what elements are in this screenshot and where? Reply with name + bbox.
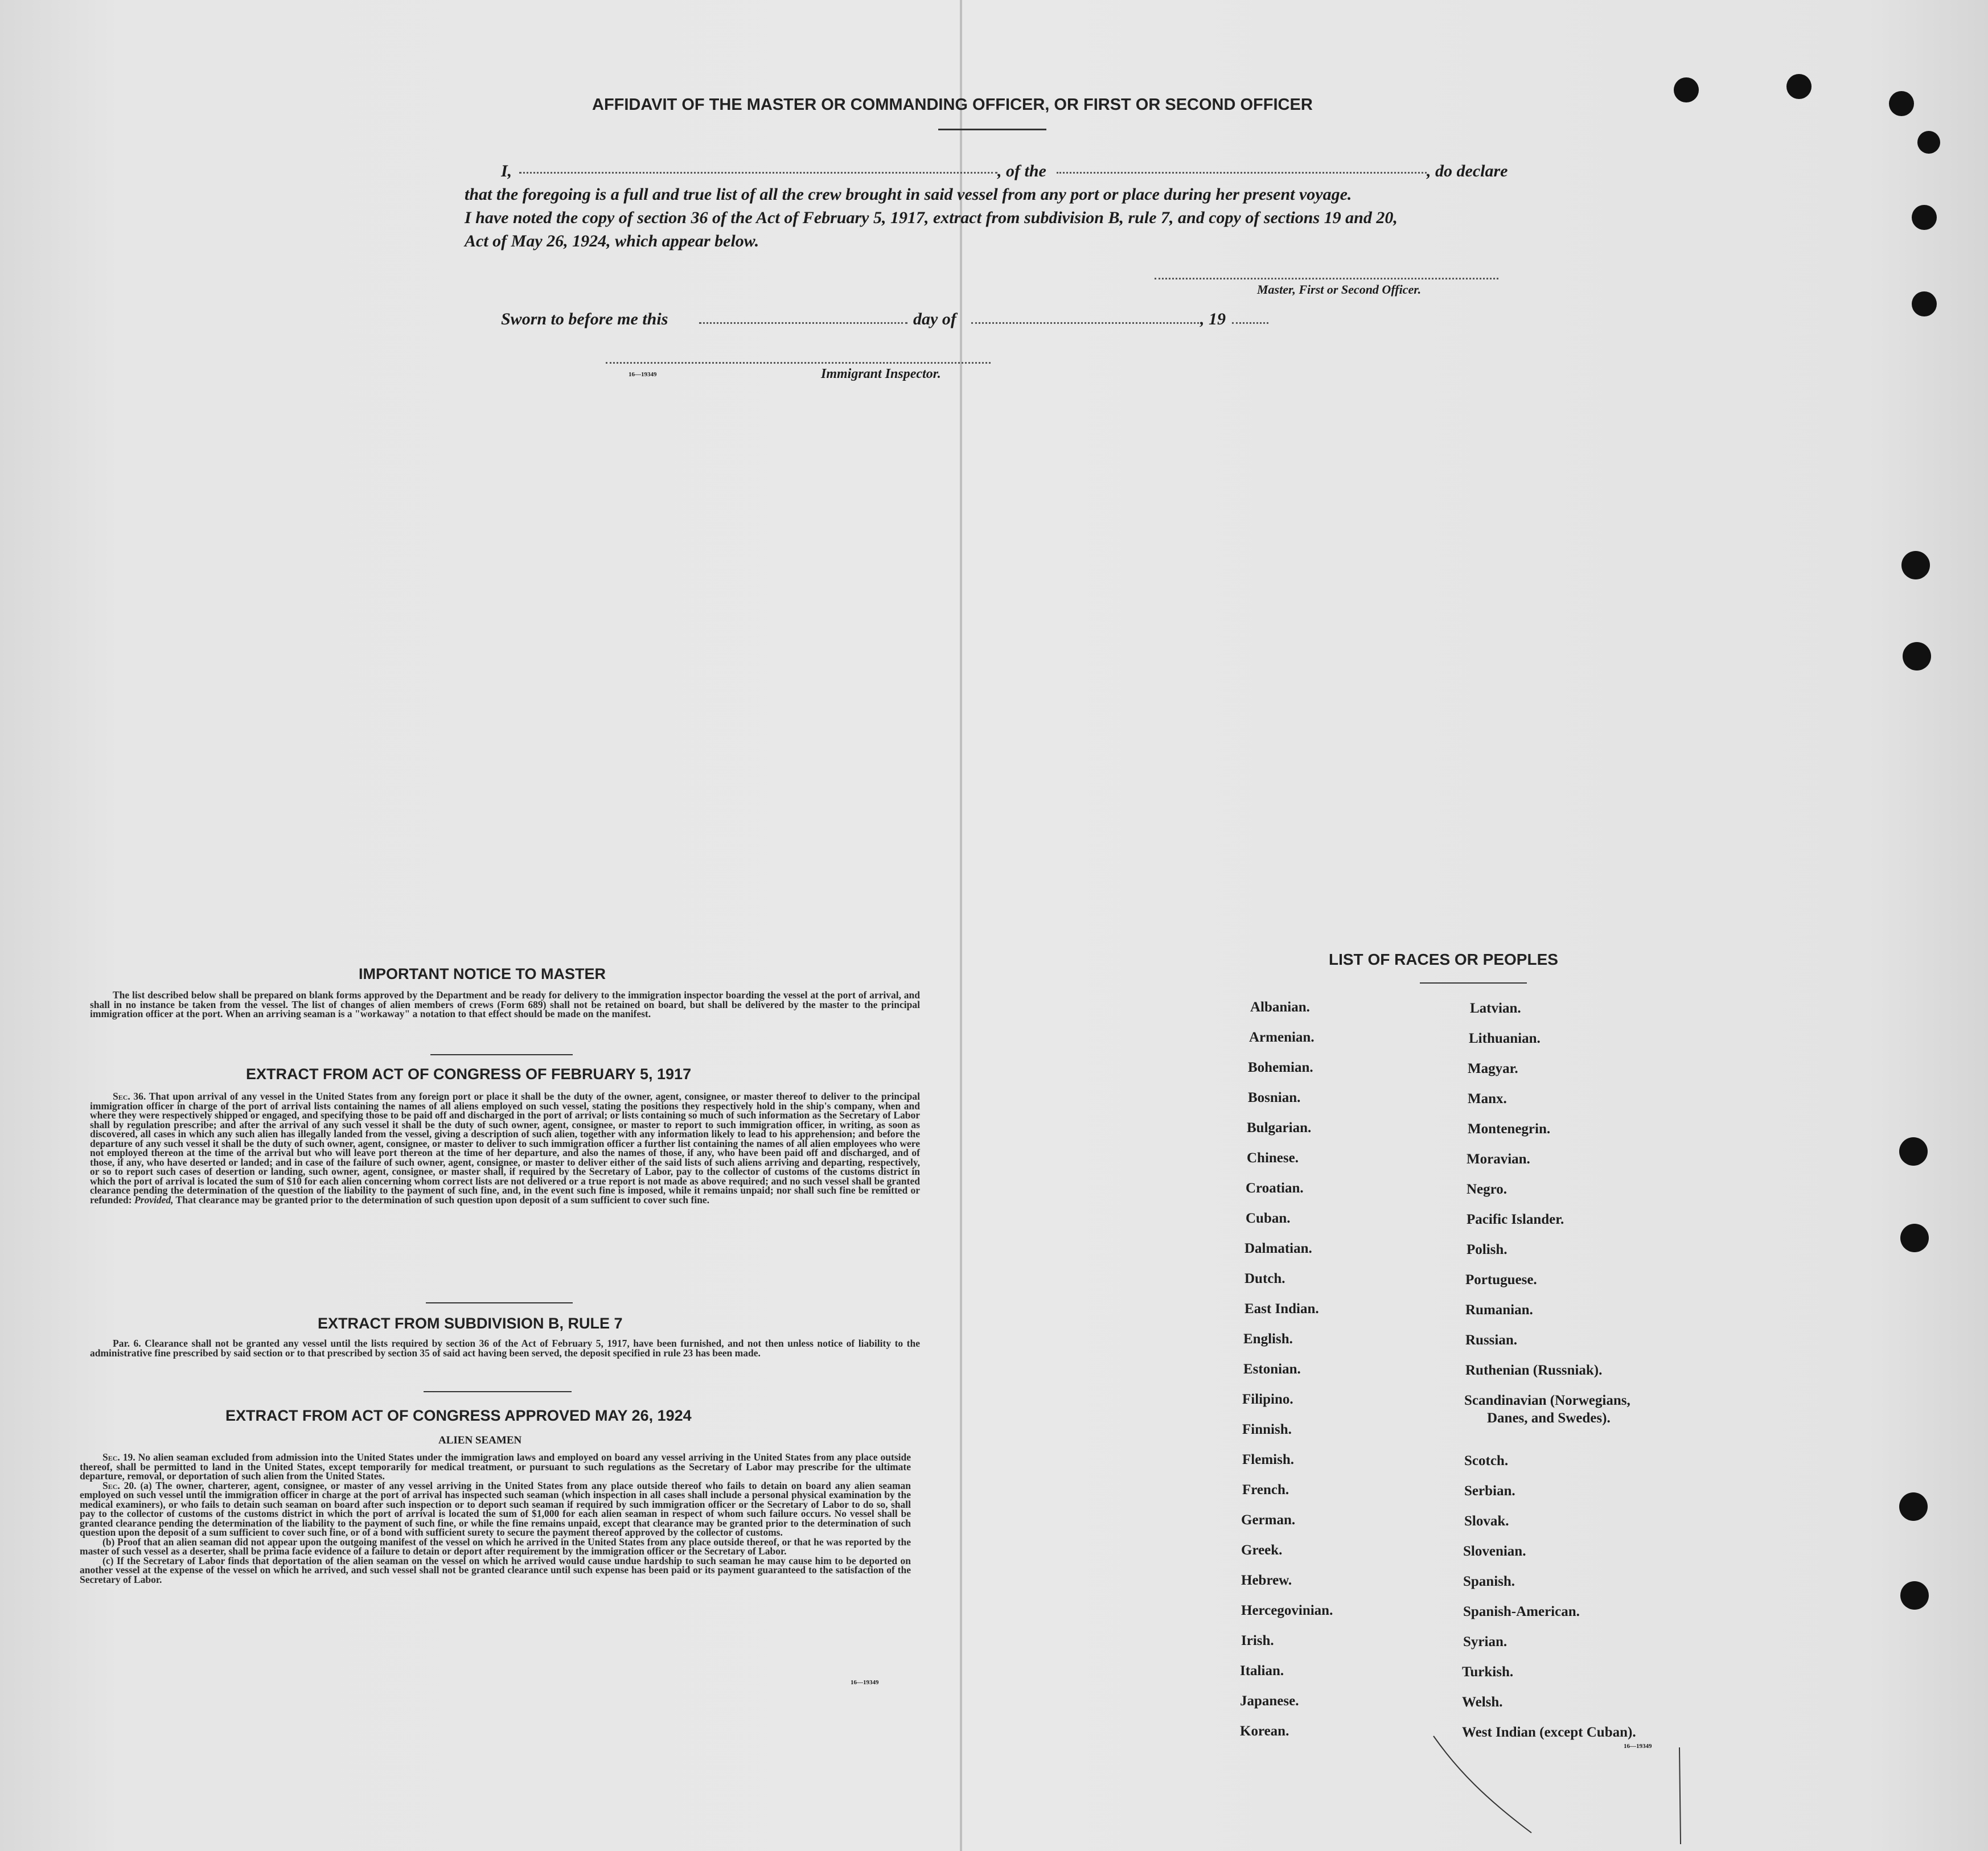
punch-hole <box>1903 642 1931 671</box>
race-item: Serbian. <box>1464 1483 1515 1499</box>
declarant-label: I, <box>501 162 512 180</box>
sworn-month-field[interactable] <box>971 322 1199 324</box>
race-item: Finnish. <box>1242 1422 1292 1437</box>
race-item: Slovenian. <box>1463 1544 1526 1559</box>
affidavit-title: AFFIDAVIT OF THE MASTER OR COMMANDING OFFICER, OR FIRST OR SECOND OFFICER <box>592 96 1313 114</box>
act-1924-title: EXTRACT FROM ACT OF CONGRESS APPROVED MAY 26, 1924 <box>225 1407 692 1424</box>
race-item: Irish. <box>1241 1633 1274 1648</box>
race-item: Chinese. <box>1247 1150 1299 1166</box>
race-item: Spanish-American. <box>1463 1604 1580 1619</box>
race-item: Syrian. <box>1463 1634 1508 1650</box>
race-item: Dutch. <box>1244 1271 1285 1286</box>
punch-hole <box>1900 1224 1929 1252</box>
race-item: Montenegrin. <box>1468 1121 1551 1137</box>
race-item: Bohemian. <box>1248 1060 1313 1075</box>
race-item: Italian. <box>1240 1663 1284 1679</box>
act-1917-text <box>90 1092 920 1204</box>
declaration-line-1: that the foregoing is a full and true list of all the crew brought in said vessel from any port or place during her present voyage. <box>465 185 1352 204</box>
year-prefix-label: , 19 <box>1200 310 1226 328</box>
section-36-text: That upon arrival of any vessel in the United States from any foreign port or place it shall be the duty of the owner, agent, consignee, or master thereof to deliver to the principal immigration officer in charge of the port of arrival lists containing the names of all aliens employed on such vessel, stating the positions they respectively hold in the ship's company, when and where they were respectively shipped or engaged, and specifying those to be paid off and discharged in the port of arrival; or lists containing so much of such information as the Secretary of Labor shall by regulation prescribe; and after the arrival of any such vessel it shall be the duty of such owner, agent, consignee, or master to report to such immigration officer, in writing, as soon as discovered, all cases in which any such alien has illegally landed from the vessel, giving a description of such alien, together with any information likely to lead to his apprehension; and before the departure of any such vessel it shall be the duty of such owner, agent, consignee, or master to deliver to such immigration officer a further list containing the names of all alien employees who were not employed thereon at the time of the arrival but who will leave port thereon at the time of her departure, and also the names of those, if any, who have been paid off and discharged, and of those, if any, who have deserted or landed; and in case of the failure of such owner, agent, consignee, or master to deliver either of the said lists of such aliens arriving and departing, respectively, or so to report such cases of desertion or landing, such owner, agent, consignee, or master shall, if required by the Secretary of Labor, pay to the collector of customs of the customs district in which the port of arrival is located the sum of $10 for each alien concerning whom correct lists are not delivered or a true report is not made as above required; and no such vessel shall be granted clearance pending the determination of the question of the liability to the payment of such fine, and, in the event such fine is imposed, while it remains unpaid; nor shall such fine be remitted or refunded: <box>90 1091 921 1206</box>
race-item: Scandinavian (Norwegians, <box>1464 1393 1630 1408</box>
sworn-day-field[interactable] <box>699 322 907 324</box>
race-item: Spanish. <box>1463 1574 1515 1589</box>
race-item: Portuguese. <box>1465 1272 1537 1288</box>
inspector-signature-field[interactable] <box>606 362 991 364</box>
divider <box>424 1391 572 1392</box>
punch-hole <box>1917 131 1940 154</box>
notice-paragraph: The list described below shall be prepared on blank forms approved by the Department and be ready for delivery to the immigration inspector boarding the vessel at the port of arrival, and shall in no instance be taken from the vessel. The list of changes of alien members of crews (Form 689) shall not be retained on board, but shall be delivered by the master to the principal immigration officer at the port. When an arriving seaman is a "workaway" a notation to that effect should be made on the manifest. <box>90 989 920 1019</box>
race-item: East Indian. <box>1244 1301 1319 1317</box>
divider <box>426 1302 573 1303</box>
vessel-name-field[interactable] <box>1057 172 1427 174</box>
race-item: Polish. <box>1467 1242 1508 1257</box>
punch-hole <box>1786 74 1812 99</box>
race-item: Latvian. <box>1470 1001 1521 1016</box>
punch-hole <box>1912 291 1937 316</box>
section-20a-text: (a) The owner, charterer, agent, consignee, or master of any vessel arriving in the United States from any place outside thereof who fails to detain on board any alien seaman employed on such vessel until the immigration officer in charge at the port of arrival has inspected such seaman (which inspection in all cases shall include a personal physical examination by the medical examiners), or who fails to detain such seaman on board after such inspection or to deport such seaman if required by such immigration officer or the Secretary of Labor to do so, shall pay to the collector of customs of the customs district in which the port of arrival is located the sum of $1,000 for each alien seaman in respect of whom such failure occurs. No vessel shall be granted clearance pending the determination of the liability to the payment of such fine, or while the fine remains unpaid, except that clearance may be granted prior to the determination of such question upon the deposit of a sum sufficient to cover such fine, or of a bond with sufficient surety to secure the payment thereof approved by the collector of customs. <box>80 1479 911 1538</box>
race-item: Estonian. <box>1243 1361 1301 1377</box>
race-item: West Indian (except Cuban). <box>1462 1725 1636 1740</box>
declarant-name-field[interactable] <box>519 172 997 174</box>
race-item: Magyar. <box>1468 1061 1518 1076</box>
race-item: Pacific Islander. <box>1467 1212 1564 1227</box>
form-number: 16—19349 <box>629 371 657 378</box>
divider <box>938 129 1046 130</box>
act-1924-text <box>80 1453 911 1584</box>
punch-hole <box>1901 551 1930 579</box>
declaration-line-3: Act of May 26, 1924, which appear below. <box>465 232 759 250</box>
race-item: Rumanian. <box>1465 1302 1533 1318</box>
race-item: French. <box>1242 1482 1289 1498</box>
race-item: Hebrew. <box>1241 1573 1292 1588</box>
race-item: Greek. <box>1241 1542 1283 1558</box>
rule7-text <box>90 1339 920 1358</box>
race-item: Albanian. <box>1250 999 1310 1015</box>
sworn-label: Sworn to before me this <box>501 310 668 328</box>
race-item: Ruthenian (Russniak). <box>1465 1363 1603 1378</box>
race-item: Bosnian. <box>1248 1090 1301 1105</box>
fold-line <box>960 0 962 1851</box>
race-item: Danes, and Swedes). <box>1487 1410 1611 1426</box>
section-label: Sec. 19. <box>102 1451 135 1463</box>
race-item: Flemish. <box>1242 1452 1294 1467</box>
race-item: Dalmatian. <box>1244 1241 1312 1256</box>
section-20b-text: (b) Proof that an alien seaman did not appear upon the outgoing manifest of the vessel on which he arrived in the United States from any place outside thereof, or that he was reported by the master of such vessel as a deserter, shall be prima facie evidence of a failure to detain or deport after requirement by the immigration officer or the Secretary of Labor. <box>80 1536 911 1557</box>
master-signature-field[interactable] <box>1155 278 1498 279</box>
punch-hole <box>1899 1492 1928 1521</box>
race-item: Slovak. <box>1464 1513 1509 1529</box>
section-label: Sec. 20. <box>102 1479 137 1491</box>
of-the-label: , of the <box>997 162 1046 180</box>
do-declare-label: , do declare <box>1427 162 1508 180</box>
day-of-label: day of <box>913 310 956 328</box>
notice-title: IMPORTANT NOTICE TO MASTER <box>359 965 606 982</box>
race-item: Bulgarian. <box>1247 1120 1312 1136</box>
race-item: Lithuanian. <box>1469 1031 1541 1046</box>
pencil-mark <box>1423 1730 1697 1851</box>
race-item: Moravian. <box>1467 1151 1530 1167</box>
race-item: Armenian. <box>1249 1030 1315 1045</box>
punch-hole <box>1900 1581 1929 1610</box>
race-item: Japanese. <box>1240 1693 1299 1709</box>
divider <box>430 1054 573 1055</box>
races-title: LIST OF RACES OR PEOPLES <box>1329 951 1558 968</box>
sworn-year-field[interactable] <box>1232 322 1268 324</box>
divider <box>1420 982 1527 984</box>
form-number: 16—19349 <box>1624 1743 1652 1750</box>
race-item: Hercegovinian. <box>1241 1603 1333 1618</box>
punch-hole <box>1674 77 1699 102</box>
race-item: English. <box>1243 1331 1293 1347</box>
race-item: Russian. <box>1465 1332 1518 1348</box>
act-1917-title: EXTRACT FROM ACT OF CONGRESS OF FEBRUARY 5, 1917 <box>246 1066 692 1083</box>
form-number: 16—19349 <box>851 1679 879 1686</box>
act-1924-subtitle: ALIEN SEAMEN <box>438 1434 522 1446</box>
inspector-caption: Immigrant Inspector. <box>821 367 941 381</box>
master-caption: Master, First or Second Officer. <box>1257 282 1422 297</box>
rule7-title: EXTRACT FROM SUBDIVISION B, RULE 7 <box>318 1315 623 1332</box>
race-item: Turkish. <box>1462 1664 1514 1680</box>
race-item: Korean. <box>1240 1724 1289 1739</box>
race-item: Manx. <box>1468 1091 1507 1107</box>
race-item: Scotch. <box>1464 1453 1509 1469</box>
race-item: Filipino. <box>1242 1392 1293 1407</box>
punch-hole <box>1889 91 1914 116</box>
section-label: Sec. 36. <box>113 1091 146 1102</box>
race-item: Croatian. <box>1246 1180 1304 1196</box>
section-36-end: That clearance may be granted prior to the determination of such question upon deposit of a sum sufficient to cover such fine. <box>175 1194 710 1206</box>
race-item: German. <box>1241 1512 1296 1528</box>
section-19-text: No alien seaman excluded from admission into the United States under the immigration laws and employed on board any vessel arriving in the United States from any place outside thereof, shall be permitted to land in the United States, except temporarily for medical treatment, or pursuant to such regulations as the Secretary of Labor may prescribe for the ultimate departure, removal, or deportation of such alien from the United States. <box>80 1451 911 1482</box>
race-item: Cuban. <box>1246 1211 1291 1226</box>
provided-label: Provided, <box>134 1194 174 1206</box>
section-20c-text: (c) If the Secretary of Labor finds that deportation of the alien seaman on the vessel on which he arrived would cause undue hardship to such seaman he may cause him to be deported on another vessel at the expense of the vessel on which he arrived, and such vessel shall not be granted clearance until such expense has been paid or its payment guaranteed to the satisfaction of the Secretary of Labor. <box>80 1554 911 1585</box>
declaration-line-2: I have noted the copy of section 36 of the Act of February 5, 1917, extract from subdivision B, rule 7, and copy of sections 19 and 20, <box>465 208 1398 227</box>
punch-hole <box>1899 1137 1928 1166</box>
race-item: Welsh. <box>1462 1694 1503 1710</box>
punch-hole <box>1912 205 1937 230</box>
race-item: Negro. <box>1467 1182 1508 1197</box>
rule7-paragraph: Par. 6. Clearance shall not be granted any vessel until the lists required by section 36 of the Act of February 5, 1917, have been furnished, and not then unless notice of liability to the administrative fine prescribed by said section or to that prescribed by section 35 of said act having been served, the deposit specified in rule 23 has been made. <box>90 1338 920 1359</box>
notice-text <box>90 990 920 1019</box>
